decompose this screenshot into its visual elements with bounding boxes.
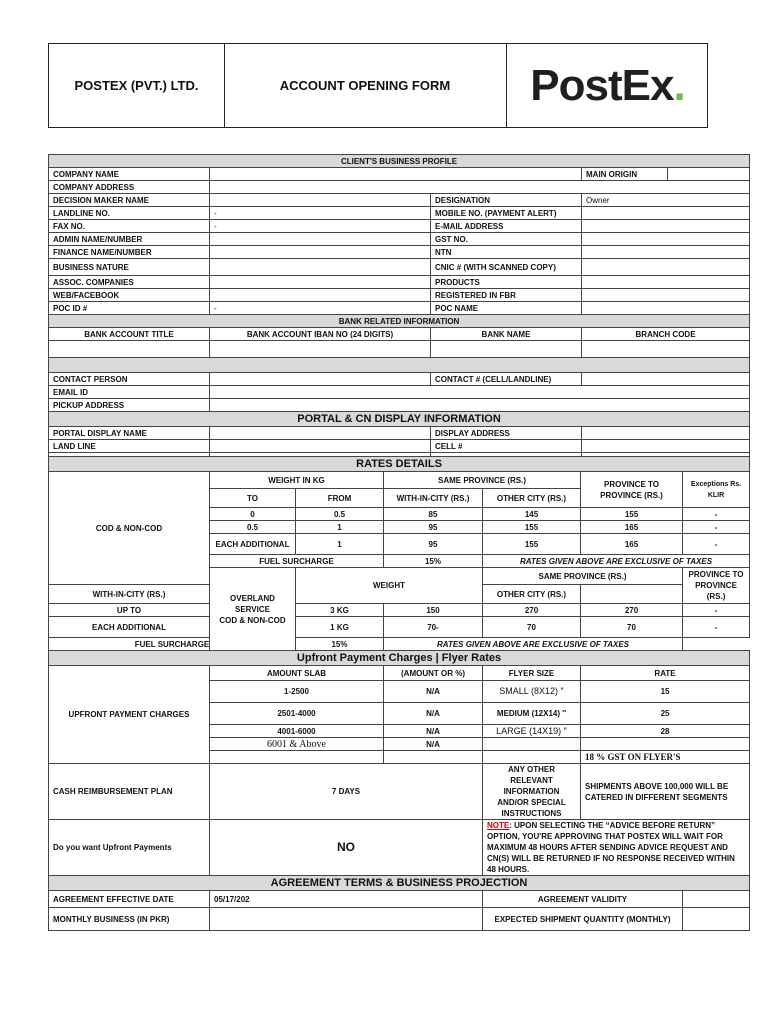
products-field[interactable] (582, 276, 750, 289)
note-label: NOTE (487, 821, 510, 830)
postex-logo (506, 44, 709, 127)
form-title: ACCOUNT OPENING FORM (279, 78, 451, 93)
finance-field[interactable] (210, 246, 431, 259)
decision-maker-label: DECISION MAKER NAME (49, 194, 210, 207)
ntn-field[interactable] (582, 246, 750, 259)
email-label: E-MAIL ADDRESS (431, 220, 582, 233)
upfront-question-label: Do you want Upfront Payments (49, 820, 210, 876)
cod-row-within: 95 (384, 521, 483, 534)
landline-label: LANDLINE NO. (49, 207, 210, 220)
monthly-business-label: MONTHLY BUSINESS (IN PKR) (49, 908, 210, 931)
empty-cell (210, 751, 384, 764)
amount-slab-header: AMOUNT SLAB (210, 666, 384, 681)
bank-name-field[interactable] (431, 341, 582, 358)
empty-cell (384, 751, 483, 764)
validity-field[interactable] (683, 891, 750, 908)
cnic-field[interactable] (582, 259, 750, 276)
branch-code-field[interactable] (582, 341, 750, 358)
slab-value: 4001-6000 (210, 725, 384, 738)
fuel-surcharge-value: 15% (384, 555, 483, 568)
flyer-size-header: FLYER SIZE (483, 666, 581, 681)
fbr-label: REGISTERED IN FBR (431, 289, 582, 302)
pickup-address-field[interactable] (210, 399, 750, 412)
contact-number-label: CONTACT # (CELL/LANDLINE) (431, 373, 582, 386)
poc-name-field[interactable] (582, 302, 750, 315)
decision-maker-field[interactable] (210, 194, 431, 207)
cod-row-exception: - (683, 521, 750, 534)
upfront-section-title: Upfront Payment Charges | Flyer Rates (49, 651, 750, 666)
gst-label: GST NO. (431, 233, 582, 246)
cod-row-to: 0 (210, 508, 296, 521)
same-province-header: SAME PROVINCE (RS.) (483, 568, 683, 585)
agreement-section-title: AGREEMENT TERMS & BUSINESS PROJECTION (49, 876, 750, 891)
empty-cell (483, 751, 581, 764)
cod-row-to: EACH ADDITIONAL (210, 534, 296, 555)
p2p-header: PROVINCE TO PROVINCE (RS.) (581, 472, 683, 508)
poc-id-label: POC ID # (49, 302, 210, 315)
bank-section-title: BANK RELATED INFORMATION (49, 315, 750, 328)
company-title: POSTEX (PVT.) LTD. (74, 78, 199, 93)
overland-row-exception: - (683, 617, 750, 638)
from-header: FROM (296, 489, 384, 508)
pickup-address-label: PICKUP ADDRESS (49, 399, 210, 412)
gst-note: 18 % GST ON FLYER'S (581, 751, 750, 764)
expected-quantity-field[interactable] (683, 908, 750, 931)
rates-section-title: RATES DETAILS (49, 457, 750, 472)
display-address-label: DISPLAY ADDRESS (431, 427, 582, 440)
cell-field[interactable] (582, 440, 750, 453)
cash-plan-value[interactable]: 7 DAYS (210, 764, 483, 820)
poc-id-field[interactable]: - (210, 302, 431, 315)
main-origin-label: MAIN ORIGIN (582, 168, 668, 181)
slab-amount: N/A (384, 738, 483, 751)
fuel-surcharge-value: 15% (296, 638, 384, 651)
slab-value: 6001 & Above (210, 738, 384, 751)
slab-value: 1-2500 (210, 681, 384, 703)
gst-field[interactable] (582, 233, 750, 246)
bank-title-field[interactable] (49, 341, 210, 358)
cod-row-p2p: 165 (581, 534, 683, 555)
bank-iban-field[interactable] (210, 341, 431, 358)
overland-row-exception: - (683, 604, 750, 617)
contact-person-field[interactable] (210, 373, 431, 386)
cod-row-to: 0.5 (210, 521, 296, 534)
upfront-question-value[interactable]: NO (210, 820, 483, 876)
other-info-label: ANY OTHER RELEVANT INFORMATION AND/OR SPECIAL INSTRUCTIONS (483, 764, 581, 820)
flyer-rate-value (581, 738, 750, 751)
blank-divider (49, 358, 750, 373)
web-label: WEB/FACEBOOK (49, 289, 210, 302)
bank-name-header: BANK NAME (431, 328, 582, 341)
fbr-field[interactable] (582, 289, 750, 302)
shipments-note: SHIPMENTS ABOVE 100,000 WILL BE CATERED IN DIFFERENT SEGMENTS (581, 764, 750, 820)
weight-header: WEIGHT (296, 568, 483, 604)
amount-or-header: (AMOUNT OR %) (384, 666, 483, 681)
contact-person-label: CONTACT PERSON (49, 373, 210, 386)
slab-amount: N/A (384, 703, 483, 725)
cod-row-within: 95 (384, 534, 483, 555)
company-address-field[interactable] (210, 181, 750, 194)
cod-row-exception: - (683, 534, 750, 555)
branch-code-header: BRANCH CODE (582, 328, 750, 341)
web-field[interactable] (210, 289, 431, 302)
mobile-label: MOBILE NO. (PAYMENT ALERT) (431, 207, 582, 220)
validity-label: AGREEMENT VALIDITY (483, 891, 683, 908)
overland-row-to: UP TO (49, 604, 210, 617)
note-text: : UPON SELECTING THE “ADVICE BEFORE RETURN” OPTION, YOU'RE APPROVING THAT POSTEX WILL WAIT FOR MAXIMUM 48 HOURS AFTER SENDING ADVICE REQUEST AND CN(S) WILL BE RETURNED IF NO RESPONSE RECEIVED WITHIN 48 HOURS. (487, 821, 735, 874)
flyer-rate-value: 15 (581, 681, 750, 703)
overland-row-p2p: 70 (581, 617, 683, 638)
cash-plan-label: CASH REIMBURSEMENT PLAN (49, 764, 210, 820)
email-field[interactable] (582, 220, 750, 233)
p2p-header: PROVINCE TO PROVINCE (RS.) (683, 568, 750, 604)
cod-row-from: 1 (296, 521, 384, 534)
logo-dot: . (673, 60, 685, 110)
fuel-surcharge-label: FUEL SURCHARGE (210, 555, 384, 568)
slab-amount: N/A (384, 725, 483, 738)
mobile-field[interactable] (582, 207, 750, 220)
email-id-field[interactable] (210, 386, 750, 399)
expected-quantity-label: EXPECTED SHIPMENT QUANTITY (MONTHLY) (483, 908, 683, 931)
overland-row-other: 270 (483, 604, 581, 617)
overland-row-weight: 1 KG (296, 617, 384, 638)
within-city-header: WITH-IN-CITY (RS.) (49, 585, 210, 604)
rates-table (48, 456, 750, 931)
cod-row-within: 85 (384, 508, 483, 521)
effective-date-label: AGREEMENT EFFECTIVE DATE (49, 891, 210, 908)
slab-amount: N/A (384, 681, 483, 703)
overland-row-within: 70- (384, 617, 483, 638)
company-address-label: COMPANY ADDRESS (49, 181, 210, 194)
bank-title-header: BANK ACCOUNT TITLE (49, 328, 210, 341)
effective-date-value[interactable]: 05/17/202 (210, 891, 483, 908)
business-nature-field[interactable] (210, 259, 431, 276)
assoc-label: ASSOC. COMPANIES (49, 276, 210, 289)
overland-row-other: 70 (483, 617, 581, 638)
flyer-size-value (483, 738, 581, 751)
within-city-header: WITH-IN-CITY (RS.) (384, 489, 483, 508)
overland-label-line2: COD & NON-COD (219, 615, 286, 625)
cnic-label: CNIC # (WITH SCANNED COPY) (431, 259, 582, 276)
contact-number-field[interactable] (582, 373, 750, 386)
company-name-label: COMPANY NAME (49, 168, 210, 181)
finance-label: FINANCE NAME/NUMBER (49, 246, 210, 259)
cod-row-from: 1 (296, 534, 384, 555)
same-province-header: SAME PROVINCE (RS.) (384, 472, 581, 489)
overland-row-within: 150 (384, 604, 483, 617)
overland-label-line1: OVERLAND SERVICE (230, 593, 275, 614)
overland-row-weight: 3 KG (296, 604, 384, 617)
designation-label: DESIGNATION (431, 194, 582, 207)
slab-value: 2501-4000 (210, 703, 384, 725)
overland-row-p2p: 270 (581, 604, 683, 617)
other-city-header: OTHER CITY (RS.) (483, 585, 581, 604)
admin-label: ADMIN NAME/NUMBER (49, 233, 210, 246)
cell-label: CELL # (431, 440, 582, 453)
fuel-surcharge-label: FUEL SURCHARGE (49, 638, 296, 651)
fax-field[interactable]: - (210, 220, 431, 233)
portal-display-name-label: PORTAL DISPLAY NAME (49, 427, 210, 440)
designation-field[interactable]: Owner (582, 194, 750, 207)
main-origin-field[interactable] (668, 168, 750, 181)
form-header (48, 43, 708, 128)
email-id-label: EMAIL ID (49, 386, 210, 399)
rate-header: RATE (581, 666, 750, 681)
portal-display-name-field[interactable] (210, 427, 431, 440)
monthly-business-field[interactable] (210, 908, 483, 931)
portal-section-title: PORTAL & CN DISPLAY INFORMATION (49, 412, 750, 427)
bank-iban-header: BANK ACCOUNT IBAN NO (24 DIGITS) (210, 328, 431, 341)
other-city-header: OTHER CITY (RS.) (483, 489, 581, 508)
tax-note: RATES GIVEN ABOVE ARE EXCLUSIVE OF TAXES (384, 638, 683, 651)
to-header: TO (210, 489, 296, 508)
admin-field[interactable] (210, 233, 431, 246)
cod-row-other: 155 (483, 521, 581, 534)
business-profile-table (48, 154, 750, 466)
poc-name-label: POC NAME (431, 302, 582, 315)
business-nature-label: BUSINESS NATURE (49, 259, 210, 276)
cod-label: COD & NON-COD (49, 472, 210, 585)
display-address-field[interactable] (582, 427, 750, 440)
fax-label: FAX NO. (49, 220, 210, 233)
weight-kg-header: WEIGHT IN KG (210, 472, 384, 489)
cod-row-other: 145 (483, 508, 581, 521)
cod-row-exception: - (683, 508, 750, 521)
land-line-label: LAND LINE (49, 440, 210, 453)
flyer-size-value: SMALL (8X12) ″ (483, 681, 581, 703)
cod-row-p2p: 155 (581, 508, 683, 521)
landline-field[interactable]: - (210, 207, 431, 220)
logo-text: PostEx (530, 60, 674, 110)
overland-row-to: EACH ADDITIONAL (49, 617, 210, 638)
flyer-rate-value: 28 (581, 725, 750, 738)
assoc-field[interactable] (210, 276, 431, 289)
products-label: PRODUCTS (431, 276, 582, 289)
upfront-label: UPFRONT PAYMENT CHARGES (49, 666, 210, 764)
company-name-field[interactable] (210, 168, 582, 181)
cod-row-other: 155 (483, 534, 581, 555)
flyer-size-value: LARGE (14X19) ″ (483, 725, 581, 738)
flyer-rate-value: 25 (581, 703, 750, 725)
cod-row-from: 0.5 (296, 508, 384, 521)
profile-section-title: CLIENT'S BUSINESS PROFILE (49, 155, 750, 168)
land-line-field[interactable] (210, 440, 431, 453)
exceptions-header: Exceptions Rs. KLIR (683, 472, 750, 508)
tax-note: RATES GIVEN ABOVE ARE EXCLUSIVE OF TAXES (483, 555, 750, 568)
flyer-size-value: MEDIUM (12X14) ″ (483, 703, 581, 725)
cod-row-p2p: 165 (581, 521, 683, 534)
ntn-label: NTN (431, 246, 582, 259)
